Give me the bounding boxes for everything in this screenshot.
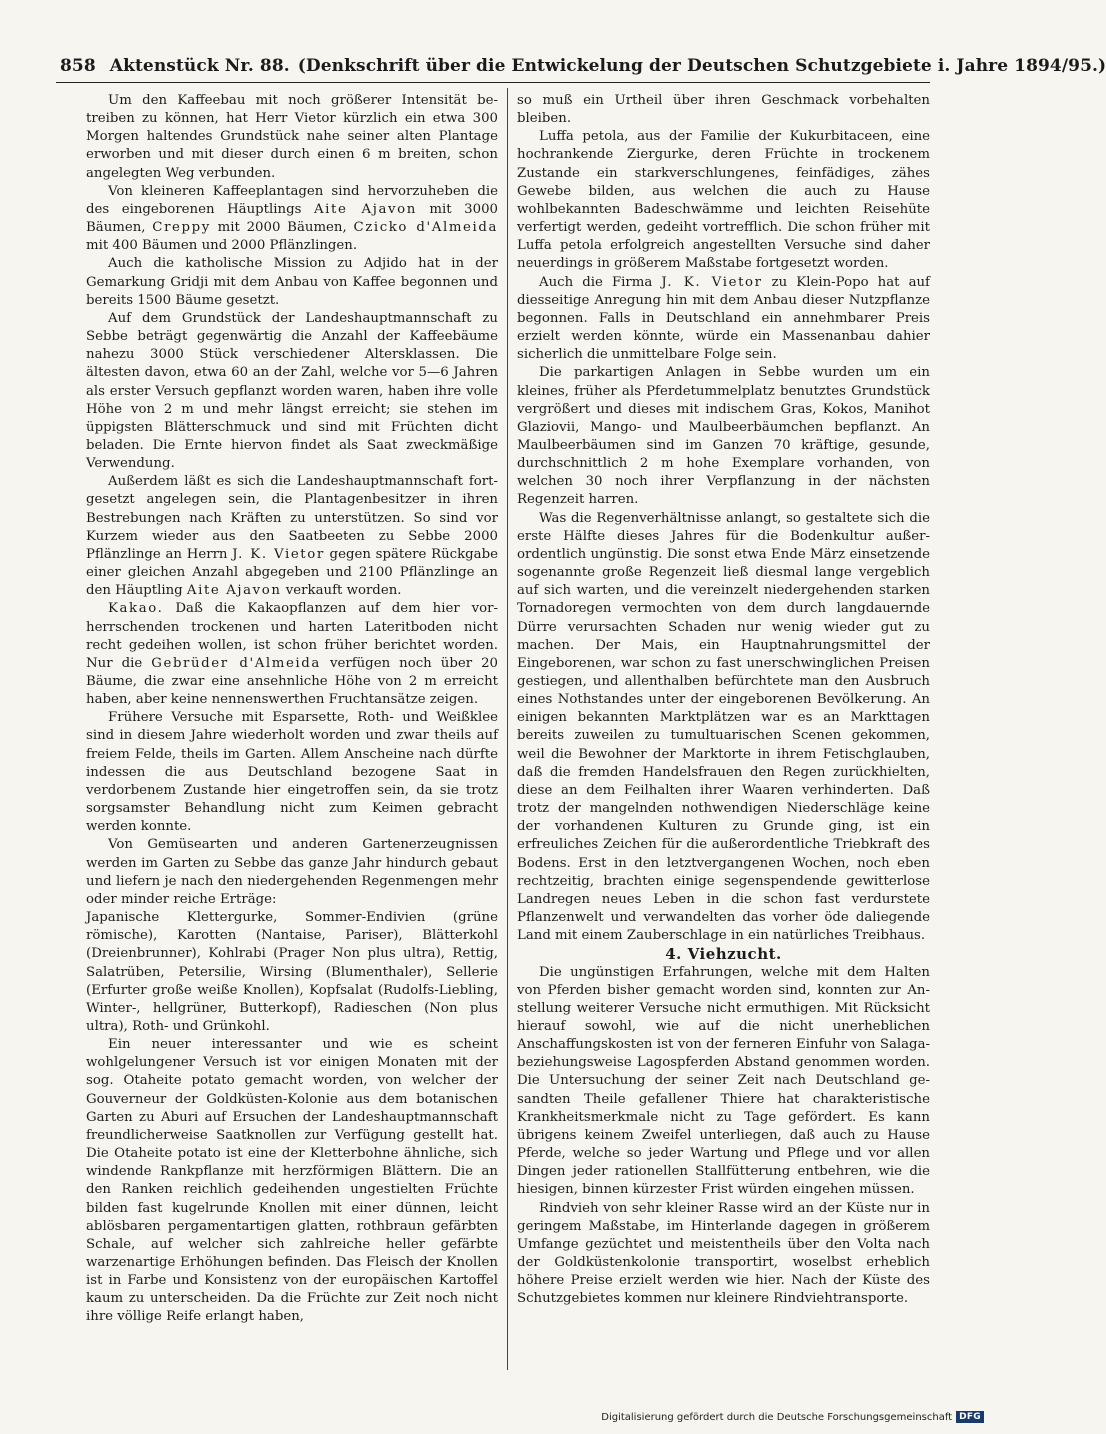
text-run: verkauft worden. <box>281 583 402 599</box>
paragraph: Was die Regenverhältnisse anlangt, so gestaltete sich die erste Hälfte dieses Jahres für die Bodenkultur außerordentlich ungünstig. Die sonst etwa Ende März einsetzende sogenannte große Regenzeit ließ diesmal lange vergeblich auf sich warten, und die vereinzelt niedergehenden starken Tornadoregen vermochten von dem durch langdauernde Dürre verursachten Schaden nur wenig wieder gut zu machen. Der Mais, ein Hauptnahrungsmittel der Eingeborenen, war schon zu fast unerschwinglichen Preisen gestiegen, und allenthalben befürchtete man den Ausbruch eines Nothstandes unter der eingeborenen Bevölkerung. An einigen bekannten Marktplätzen war es an Markttagen bereits zuweilen zu tumultuarischen Scenen gekommen, weil die Bewohner der Marktorte in ihrem Fetischglauben, daß die fremden Handelsfrauen den Regen zurückhielten, diese an dem Feilhalten ihrer Waaren verhinderten. Daß trotz der mangelnden nothwendigen Niederschläge keine der vorhandenen Kulturen zu Grunde ging, ist ein erfreuliches Zeichen für die außerordentliche Triebkraft des Bodens. Erst in den letztvergangenen Wochen, noch eben rechtzeitig, brachten einige segenspendende gewitterlose Landregen neues Leben in die schon fast verdurstete Pflanzenwelt und verwandelten das vorher öde daliegende Land mit einem Zauberschlage in ein natürliches Treibhaus. <box>517 510 930 944</box>
paragraph: Auch die katholische Mission zu Adjido hat in der Gemarkung Gridji mit dem Anbau von Kaffee begonnen und bereits 1500 Bäume gesetzt. <box>86 256 498 308</box>
paragraph: Luffa petola, aus der Familie der Kukurbitaceen, eine hochrankende Ziergurke, deren Früchte in trockenem Zustande ein starkverschlungenes, feinfädiges, zähes Gewebe bilden, aus welchen die auch zu Hause wohlbekannten Badeschwämme und leichten Reisehüte verfertigt werden, gedeiht vortrefflich. Die schon früher mit Luffa petola erfolgreich angestellten Versuche sind daher neuerdings in größerem Maßstabe fortgesetzt worden. <box>517 129 930 272</box>
text-run: mit 3000 Bäumen, <box>86 201 498 236</box>
running-title: (Denkschrift über die Entwickelung der Deutschen Schutzgebiete i. Jahre 1894/95.) <box>297 56 1106 76</box>
text-run: zu Klein-Popo hat auf diesseitige Anregung hin mit dem Anbau dieser Nutzpflanze begonnen. Falls in Deutschland ein annehmbarer Preis erzielt werden könnte, würde ein Massenanbau dahier sicherlich die unmittelbare Folge sein. <box>517 274 930 363</box>
text-run: Daß die Kakaopflanzen auf dem hier vorherrschenden trockenen und harten Lateritboden nicht recht gedeihen wollen, ist schon früher berichtet worden. Nur die <box>86 601 498 671</box>
paragraph: Die ungünstigen Erfahrungen, welche mit dem Halten von Pferden bisher gemacht worden sind, konnten zur Anstellung weiterer Versuche nicht ermuthigen. Mit Rücksicht hierauf sowohl, wie auf die nicht unerheblichen Anschaffungskosten ist von der ferneren Einfuhr von Salaga- beziehungsweise Lagospferden Abstand genommen worden. Die Untersuchung der seiner Zeit nach Deutschland gesandten Theile gefallener Thiere hat charakteristische Krankheitsmerkmale nicht zu Tage gefördert. Es kann übrigens keinem Zweifel unterliegen, daß auch zu Hause Pferde, welche so jeder Wartung und Pflege und vor allen Dingen jeder rationellen Stallfütterung entbehren, wie die hiesigen, binnen kürzester Frist würden eingehen müssen. <box>517 964 930 1198</box>
text-run: Außerdem läßt es sich die Landeshauptmannschaft fortgesetzt angelegen sein, die Plantagenbesitzer in ihren Bestrebungen nach Kräften zu unterstützen. So sind vor Kurzem wieder aus den Saatbeeten zu Sebbe 2000 Pflänzlinge an Herrn <box>86 474 498 562</box>
person-name: J. K. Vietor <box>232 546 325 562</box>
paragraph <box>86 600 498 709</box>
paragraph: Frühere Versuche mit Esparsette, Roth- und Weißklee sind in diesem Jahre wiederholt worden und zwar theils auf freiem Felde, theils im Garten. Allem Anscheine nach dürfte indessen die aus Deutschland bezogene Saat in verdorbenem Zustande hier eingetroffen sein, da sie trotz sorgsamster Behandlung nicht zum Keimen gebracht werden konnte. <box>86 710 498 835</box>
company-name: J. K. Vietor <box>661 274 763 290</box>
paragraph: Von Gemüsearten und anderen Gartenerzeugnissen werden im Garten zu Sebbe das ganze Jahr hindurch gebaut und liefern je nach den niedergehenden Regenmengen mehr oder minder reiche Erträge: <box>86 837 498 907</box>
paragraph: so muß ein Urtheil über ihren Geschmack vorbehalten bleiben. <box>517 93 930 127</box>
page-header <box>60 56 1106 76</box>
text-run: Von kleineren Kaffeeplantagen sind hervorzuheben die des eingeborenen Häuptlings <box>86 183 498 217</box>
section-heading: 4. Viehzucht. <box>665 945 782 964</box>
paragraph <box>86 473 498 600</box>
person-name: Aite Ajavon <box>313 201 417 217</box>
text-run: verfügen noch über 20 Bäume, die zwar eine ansehnliche Höhe von 2 m erreicht haben, aber keine nennenswerthen Fruchtansätze zeigen. <box>86 655 498 708</box>
paragraph <box>517 274 930 365</box>
dfg-logo-icon: DFG <box>956 1411 984 1423</box>
person-name: Aite Ajavon <box>186 583 282 599</box>
digitization-footer <box>601 1411 984 1423</box>
person-name: Creppy <box>152 220 211 236</box>
text-run: mit 400 Bäumen und 2000 Pflänzlingen. <box>86 238 358 254</box>
paragraph: Auf dem Grundstück der Landeshauptmannschaft zu Sebbe beträgt gegenwärtig die Anzahl der Kaffeebäume nahezu 3000 Stück verschiedener Altersklassen. Die ältesten davon, etwa 60 an der Zahl, welche vor 5—6 Jahren als erster Versuch gepflanzt worden waren, haben ihre volle Höhe von 2 m und mehr längst erreicht; sie stehen im üppigsten Blätterschmuck und sind mit Früchten dicht beladen. Die Ernte hiervon findet als Saat zweckmäßige Verwendung. <box>86 310 498 472</box>
page-number: 858 <box>60 56 96 76</box>
paragraph <box>86 183 498 256</box>
vegetable-list: Japanische Klettergurke, Sommer-Endivien (grüne römische), Karotten (Nantaise, Pariser), Blätterkohl (Dreienbrunner), Kohlrabi (Prager Non plus ultra), Rettig, Salatrüben, Petersilie, Wirsing (Blumenthaler), Sellerie (Erfurter große weiße Knollen), Kopfsalat (Rudolfs-Liebling, Winter-, hellgrüner, Butterkopf), Radieschen (Non plus ultra), Roth- und Grünkohl. <box>86 910 498 1034</box>
text-run: mit 2000 Bäumen, <box>210 220 354 236</box>
left-column <box>86 92 498 1327</box>
text-run: gegen spätere Rückgabe einer gleichen Anzahl abgegeben und 2100 Pflänzlinge an den Häuptling <box>86 546 498 599</box>
text-run: Auch die Firma <box>539 274 662 290</box>
column-separator <box>507 88 508 1370</box>
right-column <box>517 92 930 1308</box>
paragraph: Um den Kaffeebau mit noch größerer Intensität betreiben zu können, hat Herr Vietor kürzlich ein etwa 300 Morgen haltendes Grundstück nahe seiner alten Plantage erworben und mit dieser durch einen 6 m breiten, schon angelegten Weg verbunden. <box>86 93 498 181</box>
header-rule <box>56 82 930 83</box>
subject-label: Kakao. <box>108 601 164 617</box>
person-name: Czicko d'Almeida <box>353 220 498 236</box>
paragraph: Rindvieh von sehr kleiner Rasse wird an der Küste nur in geringem Maßstabe, im Hinterlande dagegen in größerem Umfange gezüchtet und meistentheils über den Volta nach der Goldküstenkolonie transportirt, woselbst erheblich höhere Preise erzielt werden wie hier. Nach der Küste des Schutzgebietes kommen nur kleinere Rindviehtransporte. <box>517 1200 930 1307</box>
document-number: Aktenstück Nr. 88. <box>109 56 290 76</box>
paragraph: Ein neuer interessanter und wie es scheint wohlgelungener Versuch ist vor einigen Monaten mit der sog. Otaheite potato gemacht worden, von welcher der Gouverneur der Goldküsten-Kolonie aus dem botanischen Garten zu Aburi auf Ersuchen der Landeshauptmannschaft freundlicherweise Saatknollen zur Verfügung gestellt hat. Die Otaheite potato ist eine der Kletterbohne ähnliche, sich windende Rankpflanze mit herzförmigen Blättern. Die an den Ranken reichlich gedeihenden ungestielten Früchte bilden fast kugelrunde Knollen mit einer dünnen, leicht ablösbaren pergamentartigen glatten, rothbraun gefärbten Schale, auf welcher sich zahlreiche heller gefärbte warzenartige Erhöhungen befinden. Das Fleisch der Knollen ist in Farbe und Konsistenz von der europäischen Kartoffel kaum zu unterscheiden. Da die Früchte zur Zeit noch nicht ihre völlige Reife erlangt haben, <box>86 1037 498 1325</box>
paragraph: Die parkartigen Anlagen in Sebbe wurden um ein kleines, früher als Pferdetummelplatz benutztes Grundstück vergrößert und dieses mit indischem Gras, Kokos, Manihot Glaziovii, Mango- und Maulbeerbäumchen bepflanzt. An Maulbeerbäumen sind im Ganzen 70 kräftige, gesunde, durchschnittlich 2 m hohe Exemplare vorhanden, von welchen 30 noch ihrer Verpflanzung in der nächsten Regenzeit harren. <box>517 365 930 508</box>
person-name: Gebrüder d'Almeida <box>151 655 321 671</box>
footer-text: Digitalisierung gefördert durch die Deutsche Forschungsgemeinschaft <box>601 1411 953 1423</box>
